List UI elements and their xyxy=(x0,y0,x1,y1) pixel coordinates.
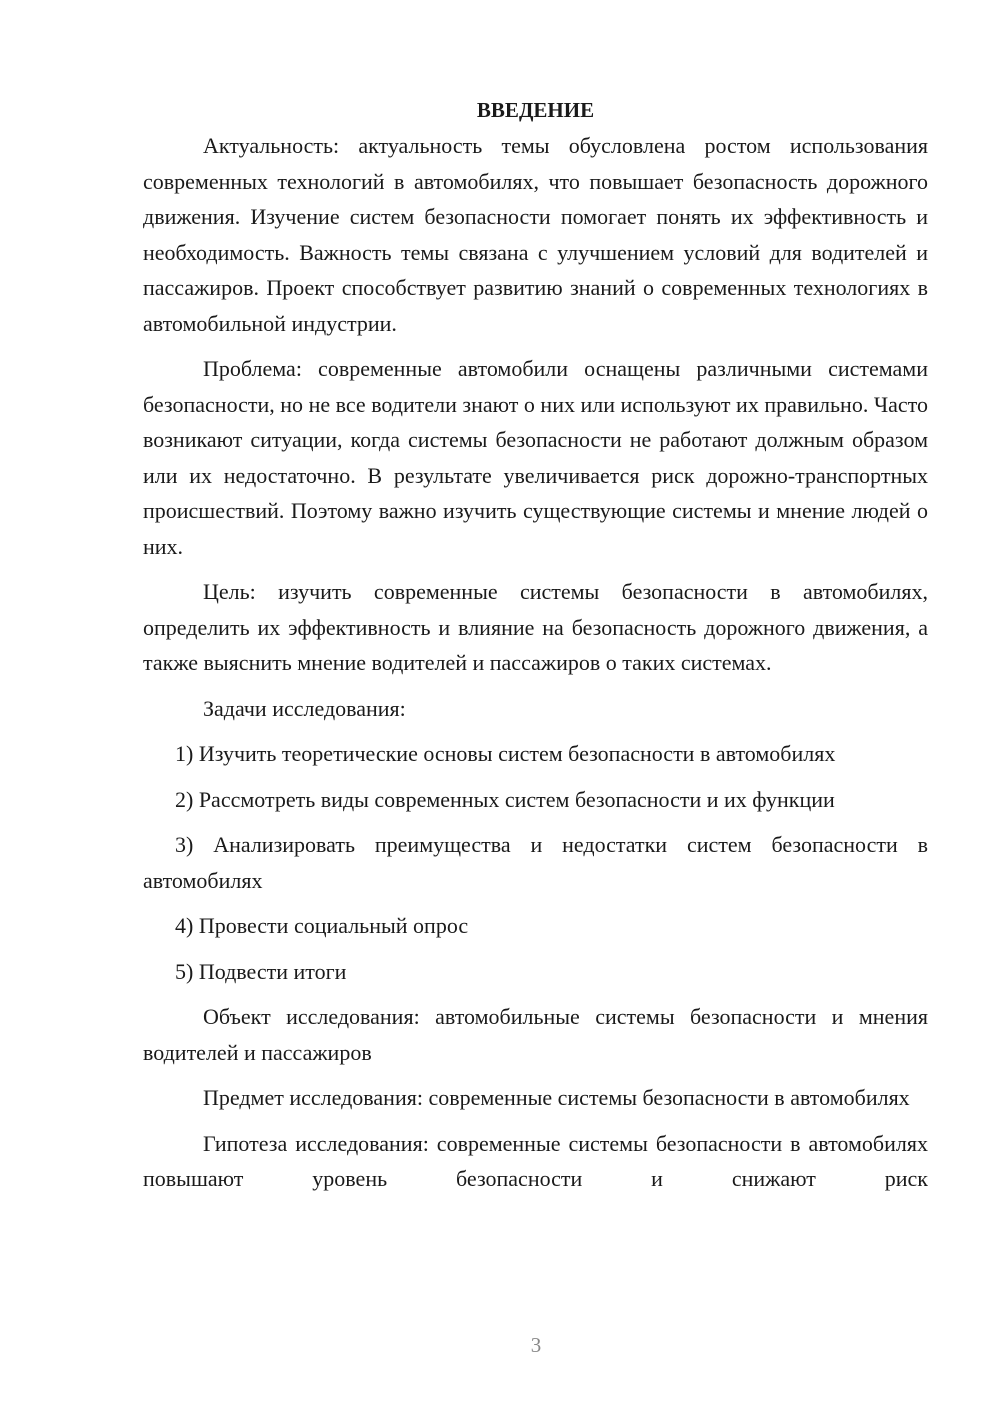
task-item: 2) Рассмотреть виды современных систем безопасности и их функции xyxy=(175,786,835,812)
paragraph-object: Объект исследования: автомобильные системы безопасности и мнения водителей и пассажиров xyxy=(143,1004,928,1065)
section-title: ВВЕДЕНИЕ xyxy=(476,98,595,122)
task-item: 4) Провести социальный опрос xyxy=(175,913,469,938)
tasks-heading: Задачи исследования: xyxy=(203,695,406,721)
paragraph-problem: Проблема: современные автомобили оснащены различными системами безопасности, но не все водители знают о них или используют их правильно. Часто возникают ситуации, когда системы безопасности не работают должным образом или их недостаточно. В результате увеличивается риск дорожно-транспортных происшествий. Поэтому важно изучить существующие системы и мнение людей о них. xyxy=(143,356,928,559)
task-item: 3) Анализировать преимущества и недостатки систем безопасности в автомобилях xyxy=(143,832,928,893)
paragraph-relevance: Актуальность: актуальность темы обусловлена ростом использования современных технологий в автомобилях, что повышает безопасность дорожного движения. Изучение систем безопасности помогает понять их эффективность и необходимость. Важность темы связана с улучшением условий для водителей и пассажиров. Проект способствует развитию знаний о современных технологиях в автомобильной индустрии. xyxy=(143,133,928,336)
page-content xyxy=(143,93,928,1207)
page-number: 3 xyxy=(530,1333,542,1357)
paragraph-goal: Цель: изучить современные системы безопасности в автомобилях, определить их эффективность и влияние на безопасность дорожного движения, а также выяснить мнение водителей и пассажиров о таких системах. xyxy=(143,579,928,675)
paragraph-hypothesis: Гипотеза исследования: современные системы безопасности в автомобилях повышают уровень безопасности и снижают риск xyxy=(143,1130,928,1191)
task-item: 5) Подвести итоги xyxy=(175,958,347,984)
paragraph-subject: Предмет исследования: современные системы безопасности в автомобилях xyxy=(203,1085,910,1110)
task-item: 1) Изучить теоретические основы систем безопасности в автомобилях xyxy=(175,741,836,766)
